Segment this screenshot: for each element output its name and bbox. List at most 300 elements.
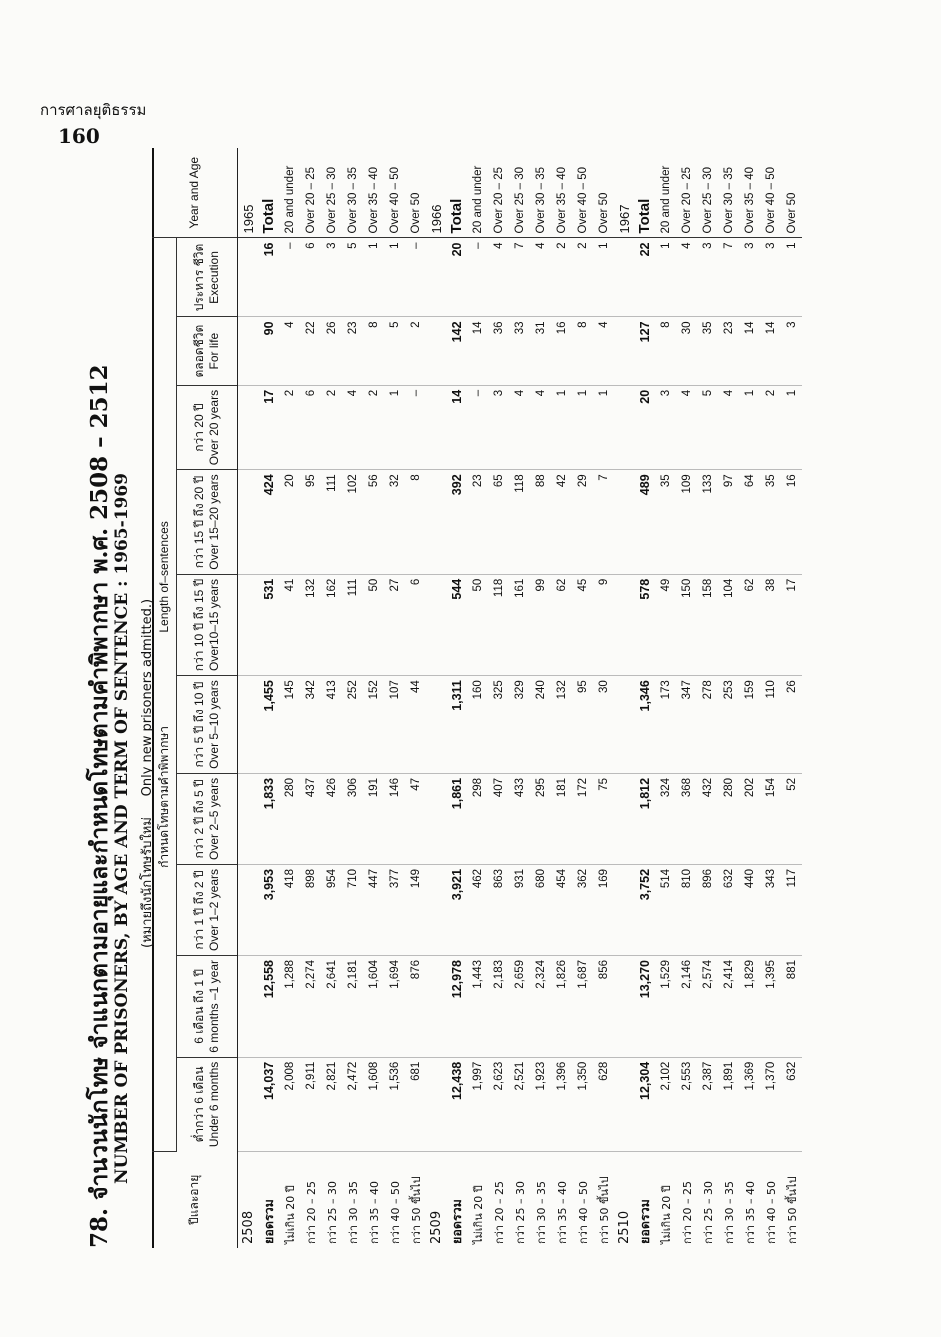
table-row bbox=[467, 148, 488, 1248]
row-label-thai: กว่า 25 – 30 bbox=[325, 1181, 339, 1244]
table-cell bbox=[238, 470, 259, 574]
header-group-thai: กำหนดโทษตามคำพิพากษา bbox=[156, 726, 171, 868]
column-header-thai: ต่ำกว่า 6 เดือน bbox=[192, 1066, 206, 1143]
table-cell: 531 bbox=[258, 574, 279, 675]
table-cell: 876 bbox=[405, 956, 426, 1058]
table-cell bbox=[614, 238, 634, 317]
table-cell: 544 bbox=[446, 574, 467, 675]
table-cell bbox=[426, 574, 446, 675]
table-cell: 7 bbox=[718, 238, 739, 317]
table-row bbox=[593, 148, 614, 1248]
table-row bbox=[488, 148, 509, 1248]
table-cell bbox=[238, 1057, 259, 1151]
column-header-english: Over 2–5 years bbox=[207, 777, 221, 860]
row-label-english: Over 30 – 35 bbox=[718, 148, 739, 238]
row-label-thai: กว่า 35 – 40 bbox=[367, 1181, 381, 1244]
table-cell: 810 bbox=[676, 864, 697, 955]
table-body bbox=[238, 148, 803, 1248]
table-cell bbox=[426, 864, 446, 955]
table-cell: 142 bbox=[446, 317, 467, 385]
table-cell: 3 bbox=[697, 238, 718, 317]
table-cell: 632 bbox=[781, 1057, 802, 1151]
table-cell: 4 bbox=[530, 238, 551, 317]
table-row bbox=[676, 148, 697, 1248]
table-cell: 4 bbox=[676, 385, 697, 470]
table-cell: 2,146 bbox=[676, 956, 697, 1058]
row-label-thai: 2509 bbox=[428, 1210, 444, 1244]
table-cell: 324 bbox=[655, 773, 676, 864]
table-cell: 1,829 bbox=[739, 956, 760, 1058]
row-label-english: 20 and under bbox=[467, 148, 488, 238]
table-cell: 17 bbox=[781, 574, 802, 675]
table-cell: 2,183 bbox=[488, 956, 509, 1058]
table-cell: 2,574 bbox=[697, 956, 718, 1058]
table-title-english: NUMBER OF PRISONERS, BY AGE AND TERM OF SENTENCE : 1965-1969 bbox=[112, 472, 132, 1184]
table-cell: 3 bbox=[321, 238, 342, 317]
table-cell: 2,387 bbox=[697, 1057, 718, 1151]
table-cell: 14,037 bbox=[258, 1057, 279, 1151]
table-cell bbox=[426, 470, 446, 574]
table-cell: 1,395 bbox=[760, 956, 781, 1058]
total-row bbox=[634, 148, 655, 1248]
table-cell: 1 bbox=[572, 385, 593, 470]
column-header-thai: กว่า 20 ปี bbox=[192, 403, 206, 452]
table-cell bbox=[238, 676, 259, 774]
table-cell: 881 bbox=[781, 956, 802, 1058]
column-header bbox=[177, 773, 238, 864]
table-cell: 32 bbox=[384, 470, 405, 574]
table-cell: 1,455 bbox=[258, 676, 279, 774]
table-cell bbox=[238, 385, 259, 470]
table-cell: 14 bbox=[760, 317, 781, 385]
table-cell: 30 bbox=[676, 317, 697, 385]
row-label-thai: กว่า 20 – 25 bbox=[680, 1181, 694, 1244]
row-label-english: Over 30 – 35 bbox=[342, 148, 363, 238]
table-cell: 14 bbox=[467, 317, 488, 385]
row-label-english: Over 30 – 35 bbox=[530, 148, 551, 238]
header-age-thai: ปีและอายุ bbox=[152, 1151, 238, 1248]
table-cell: 342 bbox=[300, 676, 321, 774]
table-cell: 6 bbox=[405, 574, 426, 675]
row-label-thai: กว่า 40 – 50 bbox=[576, 1181, 590, 1244]
table-cell: 33 bbox=[509, 317, 530, 385]
table-cell: 4 bbox=[530, 385, 551, 470]
column-header-thai: กว่า 10 ปี ถึง 15 ปี bbox=[192, 578, 206, 672]
column-header bbox=[177, 956, 238, 1058]
row-label-english: Over 35 – 40 bbox=[551, 148, 572, 238]
table-cell: 9 bbox=[593, 574, 614, 675]
table-cell: 14 bbox=[446, 385, 467, 470]
table-cell: 1,350 bbox=[572, 1057, 593, 1151]
table-cell: 433 bbox=[509, 773, 530, 864]
table-cell: 489 bbox=[634, 470, 655, 574]
table-cell: 343 bbox=[760, 864, 781, 955]
column-header-english: 6 months –1 year bbox=[207, 960, 221, 1053]
table-cell: 31 bbox=[530, 317, 551, 385]
table-cell: 22 bbox=[634, 238, 655, 317]
table-cell: 41 bbox=[279, 574, 300, 675]
column-header bbox=[177, 238, 238, 317]
table-cell bbox=[426, 956, 446, 1058]
row-label-english: Total bbox=[446, 148, 467, 238]
table-cell: 1 bbox=[384, 385, 405, 470]
table-cell bbox=[426, 676, 446, 774]
table-row bbox=[300, 148, 321, 1248]
table-cell: 12,304 bbox=[634, 1057, 655, 1151]
table-cell: 132 bbox=[551, 676, 572, 774]
row-label-english: Over 20 – 25 bbox=[488, 148, 509, 238]
row-label-english: Over 35 – 40 bbox=[363, 148, 384, 238]
table-cell: 4 bbox=[593, 317, 614, 385]
table-cell: 898 bbox=[300, 864, 321, 955]
column-header-thai: ประหาร ชีวิต bbox=[192, 243, 206, 312]
table-cell: 161 bbox=[509, 574, 530, 675]
table-row bbox=[405, 148, 426, 1248]
table-row bbox=[655, 148, 676, 1248]
table-cell: 278 bbox=[697, 676, 718, 774]
row-label-thai: กว่า 50 ขึ้นไป bbox=[785, 1176, 799, 1244]
table-cell: 45 bbox=[572, 574, 593, 675]
table-cell: 863 bbox=[488, 864, 509, 955]
table-cell bbox=[614, 956, 634, 1058]
row-label-english: 1966 bbox=[426, 148, 446, 238]
table-cell: 8 bbox=[405, 470, 426, 574]
table-cell: 1 bbox=[593, 238, 614, 317]
table-cell: 22 bbox=[300, 317, 321, 385]
row-label-thai: กว่า 25 – 30 bbox=[701, 1181, 715, 1244]
table-cell: 2,472 bbox=[342, 1057, 363, 1151]
table-cell: 99 bbox=[530, 574, 551, 675]
table-cell: 710 bbox=[342, 864, 363, 955]
table-cell: 1,812 bbox=[634, 773, 655, 864]
table-cell: 26 bbox=[321, 317, 342, 385]
table-cell: 64 bbox=[739, 470, 760, 574]
table-cell: 2 bbox=[363, 385, 384, 470]
table-cell bbox=[238, 956, 259, 1058]
table-row bbox=[321, 148, 342, 1248]
table-cell: 2 bbox=[551, 238, 572, 317]
table-cell: 329 bbox=[509, 676, 530, 774]
table-cell: 2,521 bbox=[509, 1057, 530, 1151]
table-cell: 2 bbox=[760, 385, 781, 470]
table-cell bbox=[426, 238, 446, 317]
table-cell: 12,438 bbox=[446, 1057, 467, 1151]
table-row bbox=[718, 148, 739, 1248]
table-cell: 50 bbox=[467, 574, 488, 675]
table-cell: 16 bbox=[781, 470, 802, 574]
table-cell bbox=[614, 470, 634, 574]
table-cell: 152 bbox=[363, 676, 384, 774]
year-row bbox=[614, 148, 634, 1248]
row-label-thai: 2508 bbox=[240, 1210, 256, 1244]
row-label-english: Over 35 – 40 bbox=[739, 148, 760, 238]
table-cell: 280 bbox=[279, 773, 300, 864]
table-cell: 856 bbox=[593, 956, 614, 1058]
table-cell: 36 bbox=[488, 317, 509, 385]
column-header-thai: กว่า 5 ปี ถึง 10 ปี bbox=[192, 681, 206, 768]
table-cell: 52 bbox=[781, 773, 802, 864]
row-label-thai: ไม่เกิน 20 ปี bbox=[471, 1185, 485, 1244]
running-header: การศาลยุติธรรม bbox=[40, 101, 147, 119]
table-cell: 35 bbox=[697, 317, 718, 385]
table-cell: 3 bbox=[488, 385, 509, 470]
table-cell: 347 bbox=[676, 676, 697, 774]
table-cell: 4 bbox=[718, 385, 739, 470]
table-cell: 413 bbox=[321, 676, 342, 774]
table-cell: 896 bbox=[697, 864, 718, 955]
table-cell: 2,911 bbox=[300, 1057, 321, 1151]
table-cell: 158 bbox=[697, 574, 718, 675]
table-cell: 8 bbox=[655, 317, 676, 385]
table-cell bbox=[614, 385, 634, 470]
table-cell: 2,553 bbox=[676, 1057, 697, 1151]
table-cell: 1,608 bbox=[363, 1057, 384, 1151]
rotated-table-block bbox=[82, 148, 941, 1248]
column-header bbox=[177, 864, 238, 955]
table-cell: 132 bbox=[300, 574, 321, 675]
row-label-thai: กว่า 35 – 40 bbox=[555, 1181, 569, 1244]
table-cell bbox=[238, 574, 259, 675]
table-cell: 62 bbox=[739, 574, 760, 675]
table-cell: 3 bbox=[781, 317, 802, 385]
table-cell: 432 bbox=[697, 773, 718, 864]
column-header-english: Over10–15 years bbox=[207, 578, 221, 671]
row-label-thai: กว่า 50 ขึ้นไป bbox=[409, 1176, 423, 1244]
table-row bbox=[697, 148, 718, 1248]
table-cell: 3 bbox=[655, 385, 676, 470]
table-cell: 160 bbox=[467, 676, 488, 774]
table-cell: 2,641 bbox=[321, 956, 342, 1058]
table-cell: – bbox=[405, 238, 426, 317]
table-cell: 2,274 bbox=[300, 956, 321, 1058]
table-cell: 1,891 bbox=[718, 1057, 739, 1151]
table-cell: 1 bbox=[593, 385, 614, 470]
table-cell: 107 bbox=[384, 676, 405, 774]
row-label-english: Over 25 – 30 bbox=[697, 148, 718, 238]
column-header bbox=[177, 317, 238, 385]
table-cell: 424 bbox=[258, 470, 279, 574]
header-group-english: Length of–sentences bbox=[156, 521, 171, 633]
row-label-thai: ยอดรวม bbox=[260, 1199, 276, 1244]
column-header bbox=[177, 676, 238, 774]
row-label-english: 1965 bbox=[238, 148, 259, 238]
table-cell: 1 bbox=[781, 385, 802, 470]
table-cell: 4 bbox=[488, 238, 509, 317]
table-cell: 118 bbox=[488, 574, 509, 675]
table-cell: – bbox=[467, 238, 488, 317]
table-cell: 111 bbox=[321, 470, 342, 574]
table-cell: 1 bbox=[781, 238, 802, 317]
row-label-thai: ยอดรวม bbox=[636, 1199, 652, 1244]
table-cell: 1,694 bbox=[384, 956, 405, 1058]
table-cell: 2,821 bbox=[321, 1057, 342, 1151]
row-label-thai: กว่า 40 – 50 bbox=[388, 1181, 402, 1244]
table-cell: 1 bbox=[551, 385, 572, 470]
table-cell: 75 bbox=[593, 773, 614, 864]
row-label-thai: กว่า 35 – 40 bbox=[743, 1181, 757, 1244]
table-cell: 35 bbox=[760, 470, 781, 574]
table-cell: 377 bbox=[384, 864, 405, 955]
table-cell: – bbox=[405, 385, 426, 470]
table-cell: 149 bbox=[405, 864, 426, 955]
note-thai: (หมายถึงนักโทษรับใหม่ bbox=[140, 817, 155, 948]
table-cell bbox=[614, 317, 634, 385]
table-cell: 514 bbox=[655, 864, 676, 955]
table-cell: 1,369 bbox=[739, 1057, 760, 1151]
table-cell: 931 bbox=[509, 864, 530, 955]
table-head bbox=[152, 148, 238, 1248]
column-header-thai: กว่า 1 ปี ถึง 2 ปี bbox=[192, 870, 206, 950]
table-cell: 20 bbox=[634, 385, 655, 470]
table-cell: 418 bbox=[279, 864, 300, 955]
table-row bbox=[509, 148, 530, 1248]
row-label-english: Over 20 – 25 bbox=[676, 148, 697, 238]
row-label-thai: กว่า 40 – 50 bbox=[764, 1181, 778, 1244]
table-cell: 1,604 bbox=[363, 956, 384, 1058]
table-cell: 88 bbox=[530, 470, 551, 574]
table-cell: 1 bbox=[655, 238, 676, 317]
table-cell: 133 bbox=[697, 470, 718, 574]
table-row bbox=[342, 148, 363, 1248]
table-cell: 1,826 bbox=[551, 956, 572, 1058]
table-cell bbox=[614, 676, 634, 774]
table-cell: 3 bbox=[739, 238, 760, 317]
table-cell: 2 bbox=[279, 385, 300, 470]
table-cell: 5 bbox=[342, 238, 363, 317]
total-row bbox=[446, 148, 467, 1248]
table-row bbox=[363, 148, 384, 1248]
table-cell: 2,181 bbox=[342, 956, 363, 1058]
table-cell: 16 bbox=[258, 238, 279, 317]
table-cell bbox=[238, 238, 259, 317]
table-cell: 6 bbox=[300, 385, 321, 470]
table-cell: 362 bbox=[572, 864, 593, 955]
table-cell: 23 bbox=[718, 317, 739, 385]
table-cell: 191 bbox=[363, 773, 384, 864]
table-cell: 392 bbox=[446, 470, 467, 574]
table-cell: 8 bbox=[572, 317, 593, 385]
table-cell: 681 bbox=[405, 1057, 426, 1151]
table-cell: 44 bbox=[405, 676, 426, 774]
row-label-thai: กว่า 20 – 25 bbox=[304, 1181, 318, 1244]
row-label-thai: ยอดรวม bbox=[448, 1199, 464, 1244]
table-cell bbox=[426, 385, 446, 470]
row-label-thai: กว่า 30 – 35 bbox=[346, 1181, 360, 1244]
table-row bbox=[530, 148, 551, 1248]
table-cell: 1,529 bbox=[655, 956, 676, 1058]
table-cell: 111 bbox=[342, 574, 363, 675]
column-header bbox=[177, 1057, 238, 1151]
table-cell: 202 bbox=[739, 773, 760, 864]
table-cell: 295 bbox=[530, 773, 551, 864]
table-cell: 2,324 bbox=[530, 956, 551, 1058]
row-label-thai: กว่า 50 ขึ้นไป bbox=[597, 1176, 611, 1244]
table-cell: – bbox=[467, 385, 488, 470]
table-cell: 5 bbox=[697, 385, 718, 470]
table-row bbox=[781, 148, 802, 1248]
table-cell: 162 bbox=[321, 574, 342, 675]
table-cell: 954 bbox=[321, 864, 342, 955]
table-cell: 454 bbox=[551, 864, 572, 955]
column-header-thai: 6 เดือน ถึง 1 ปี bbox=[192, 969, 206, 1044]
row-label-thai: กว่า 30 – 35 bbox=[534, 1181, 548, 1244]
table-cell: 280 bbox=[718, 773, 739, 864]
column-header-english: Execution bbox=[207, 251, 221, 304]
row-label-english: Over 25 – 30 bbox=[509, 148, 530, 238]
table-cell: 1,997 bbox=[467, 1057, 488, 1151]
table-cell bbox=[614, 773, 634, 864]
table-cell: 8 bbox=[363, 317, 384, 385]
table-cell: 7 bbox=[509, 238, 530, 317]
table-cell: 298 bbox=[467, 773, 488, 864]
table-cell: 1 bbox=[363, 238, 384, 317]
table-cell: 1,923 bbox=[530, 1057, 551, 1151]
table-cell: 104 bbox=[718, 574, 739, 675]
table-cell: 20 bbox=[446, 238, 467, 317]
column-header-thai: กว่า 15 ปี ถึง 20 ปี bbox=[192, 475, 206, 569]
table-cell: 26 bbox=[781, 676, 802, 774]
column-header-english: Over 1–2 years bbox=[207, 868, 221, 952]
table-cell: 1,687 bbox=[572, 956, 593, 1058]
row-label-english: Total bbox=[258, 148, 279, 238]
table-cell: 240 bbox=[530, 676, 551, 774]
table-cell: 97 bbox=[718, 470, 739, 574]
row-label-english: Over 50 bbox=[593, 148, 614, 238]
table-cell bbox=[614, 1057, 634, 1151]
table-row bbox=[384, 148, 405, 1248]
table-cell: 12,978 bbox=[446, 956, 467, 1058]
table-cell bbox=[426, 317, 446, 385]
row-label-thai: 2510 bbox=[616, 1210, 632, 1244]
table-cell: 145 bbox=[279, 676, 300, 774]
table-row bbox=[279, 148, 300, 1248]
table-cell: 306 bbox=[342, 773, 363, 864]
table-cell: 462 bbox=[467, 864, 488, 955]
table-cell: 426 bbox=[321, 773, 342, 864]
row-label-english: Over 40 – 50 bbox=[572, 148, 593, 238]
table-cell: 1,346 bbox=[634, 676, 655, 774]
table-cell: 110 bbox=[760, 676, 781, 774]
row-label-english: Over 50 bbox=[405, 148, 426, 238]
table-row bbox=[551, 148, 572, 1248]
table-row bbox=[760, 148, 781, 1248]
table-cell: 173 bbox=[655, 676, 676, 774]
row-label-english: Over 40 – 50 bbox=[760, 148, 781, 238]
table-cell: 42 bbox=[551, 470, 572, 574]
table-cell: 56 bbox=[363, 470, 384, 574]
table-cell: 3,953 bbox=[258, 864, 279, 955]
row-label-english: 1967 bbox=[614, 148, 634, 238]
table-cell: 49 bbox=[655, 574, 676, 675]
row-label-english: Total bbox=[634, 148, 655, 238]
table-cell: 437 bbox=[300, 773, 321, 864]
row-label-english: Over 20 – 25 bbox=[300, 148, 321, 238]
table-cell: 3,921 bbox=[446, 864, 467, 955]
table-cell bbox=[426, 1057, 446, 1151]
table-cell: 2,102 bbox=[655, 1057, 676, 1151]
table-cell: 1,861 bbox=[446, 773, 467, 864]
table-cell: 95 bbox=[300, 470, 321, 574]
column-header-english: Over 5–10 years bbox=[207, 680, 221, 769]
table-cell bbox=[238, 864, 259, 955]
table-cell: 3 bbox=[760, 238, 781, 317]
table-cell: 4 bbox=[279, 317, 300, 385]
prisoners-table bbox=[152, 148, 802, 1248]
table-cell: 1 bbox=[739, 385, 760, 470]
table-cell: 29 bbox=[572, 470, 593, 574]
table-cell: 47 bbox=[405, 773, 426, 864]
table-cell: 1,311 bbox=[446, 676, 467, 774]
